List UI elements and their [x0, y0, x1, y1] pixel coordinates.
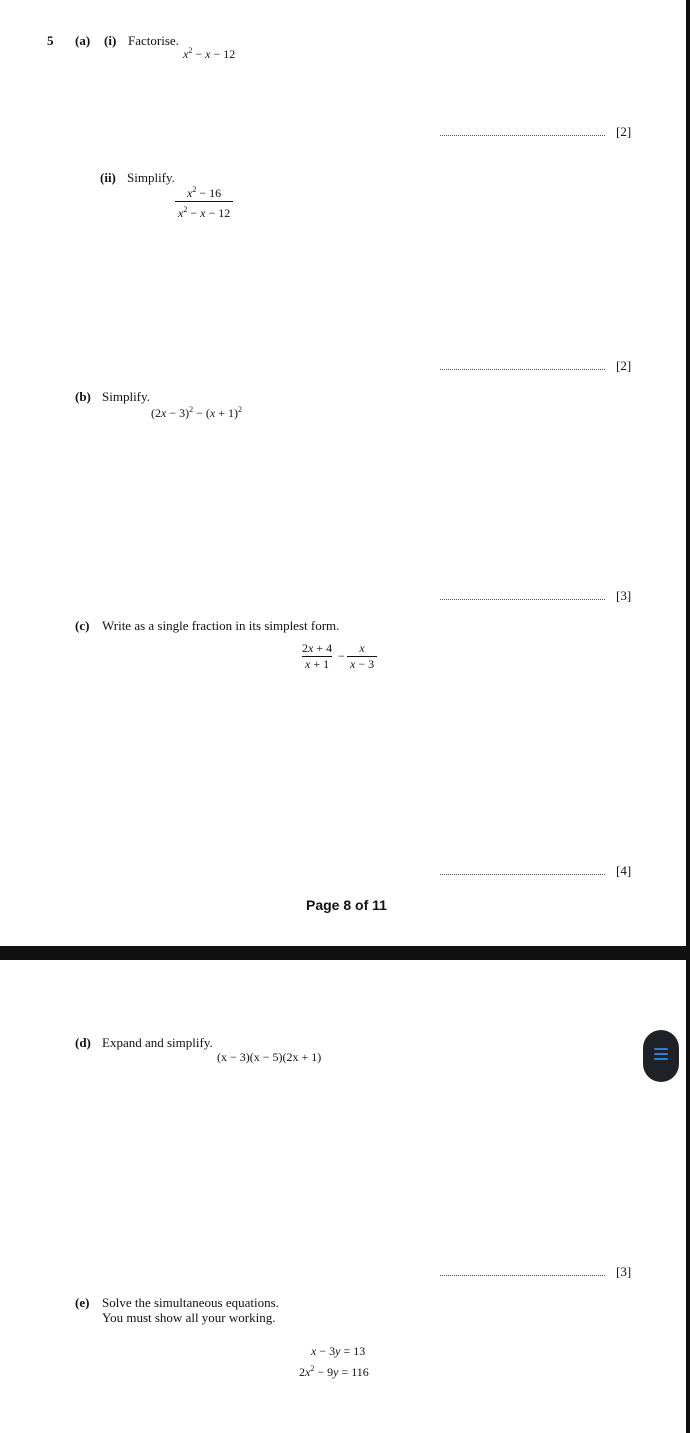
fraction-a-ii: $\frac{x^2 - 16}{x^2 - x - 12}$: [175, 183, 233, 220]
part-c-label: (c): [75, 618, 90, 633]
answer-line-d: [440, 1275, 605, 1276]
expression-b: $(2x - 3)^2 - (x + 1)^2$: [151, 405, 242, 420]
marks-a-ii: [2]: [616, 358, 632, 373]
answer-line-c: [440, 874, 605, 875]
part-e-label: (e): [75, 1295, 90, 1310]
page-number: Page 8 of 11: [306, 897, 387, 913]
answer-line-a-ii: [440, 369, 605, 370]
answer-line-a-i: [440, 135, 605, 136]
part-a-ii-label: (ii): [100, 170, 116, 185]
part-b-label: (b): [75, 389, 91, 404]
part-d-instruction: Expand and simplify.: [102, 1035, 213, 1050]
answer-line-b: [440, 599, 605, 600]
expression-a-i: $x^2 - x - 12$: [183, 46, 236, 61]
marks-c: [4]: [616, 863, 632, 878]
marks-b: [3]: [616, 588, 632, 603]
part-b-instruction: Simplify.: [102, 389, 150, 404]
fraction-c-left: $\frac{2x + 4}{x + 1}$: [302, 641, 333, 671]
marks-d: [3]: [616, 1264, 632, 1279]
part-c-instruction: Write as a single fraction in its simplest form.: [102, 618, 340, 633]
scrollbar-grip-icon[interactable]: [643, 1030, 679, 1082]
page-right-edge: [686, 0, 690, 1433]
part-e-instruction-2: You must show all your working.: [102, 1310, 276, 1325]
equation-e-1: x − 3y = 13: [311, 1344, 366, 1358]
part-d-label: (d): [75, 1035, 91, 1050]
part-a-label: (a): [75, 33, 91, 48]
grip-lines: [654, 1048, 668, 1063]
marks-a-i: [2]: [616, 124, 632, 139]
part-a-i-instruction: Factorise.: [128, 33, 179, 48]
page-divider: [0, 946, 690, 960]
part-e-instruction: Solve the simultaneous equations.: [102, 1295, 279, 1310]
part-a-i-label: (i): [104, 33, 117, 48]
expression-d: (x − 3)(x − 5)(2x + 1): [217, 1050, 322, 1064]
question-number: 5: [47, 33, 54, 48]
equation-e-2: $2x^2 - 9y = 116$: [299, 1364, 369, 1379]
minus-sign-c: −: [338, 649, 345, 663]
fraction-c-right: $\frac{x}{x - 3}$: [347, 642, 377, 671]
part-a-ii-instruction: Simplify.: [127, 170, 175, 185]
